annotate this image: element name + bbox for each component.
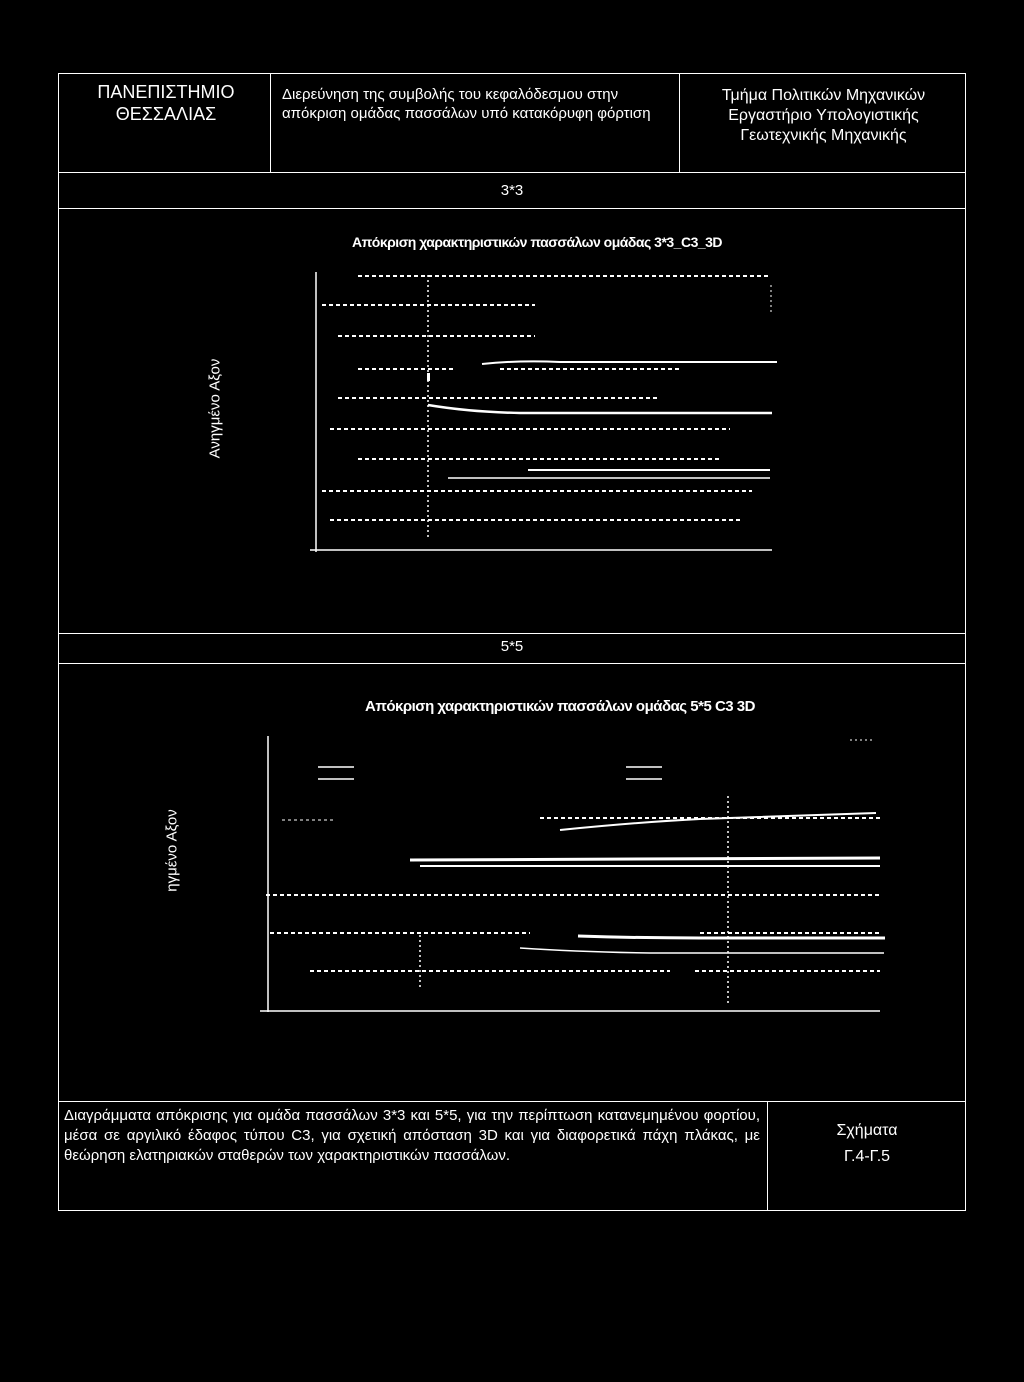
study-title: Διερεύνηση της συμβολής του κεφαλόδεσμου στην απόκριση ομάδας πασσάλων υπό κατακόρυφη φόρτιση: [282, 86, 651, 122]
solid-series: [410, 858, 880, 860]
department-line-1: Τμήμα Πολιτικών Μηχανικών: [721, 87, 926, 104]
university-line-1: ΠΑΝΕΠΙΣΤΗΜΙΟ: [97, 82, 235, 102]
figure-description: Διαγράμματα απόκρισης για ομάδα πασσάλων 3*3 και 5*5, για την περίπτωση κατανεμημένου φορτίου, μέσα σε αργιλικό έδαφος τύπου C3, για σχετική απόσταση 3D και για διαφορετικά πάχη πλάκας, με θεώρηση ελατηριακών σταθερών των χαρακτηριστικών πασσάλων.: [64, 1107, 760, 1164]
solid-series: [578, 936, 885, 938]
solid-series: [520, 948, 884, 953]
department-line-2: Εργαστήριο Υπολογιστικής: [728, 107, 919, 124]
figures-range: Γ.4-Γ.5: [843, 1148, 891, 1165]
chart-title-5x5: Απόκριση χαρακτηριστικών πασσάλων ομάδας 5*5 C3 3D: [365, 698, 755, 715]
university-line-2: ΘΕΣΣΑΛΙΑΣ: [115, 103, 217, 124]
section-label-3x3: 3*3: [500, 182, 524, 199]
y-axis-label-5x5: ηγμένο Αξον: [163, 809, 181, 892]
solid-series: [560, 813, 876, 830]
y-axis-label-3x3: Ανηγμένο Αξον: [206, 358, 224, 459]
chart-title-3x3: Απόκριση χαρακτηριστικών πασσάλων ομάδας 3*3_C3_3D: [351, 234, 723, 250]
figure-reference: [772, 1118, 962, 1170]
section-label-5x5: 5*5: [500, 638, 524, 655]
department-line-3: Γεωτεχνικής Μηχανικής: [740, 127, 907, 144]
figures-label: Σχήματα: [836, 1122, 898, 1139]
